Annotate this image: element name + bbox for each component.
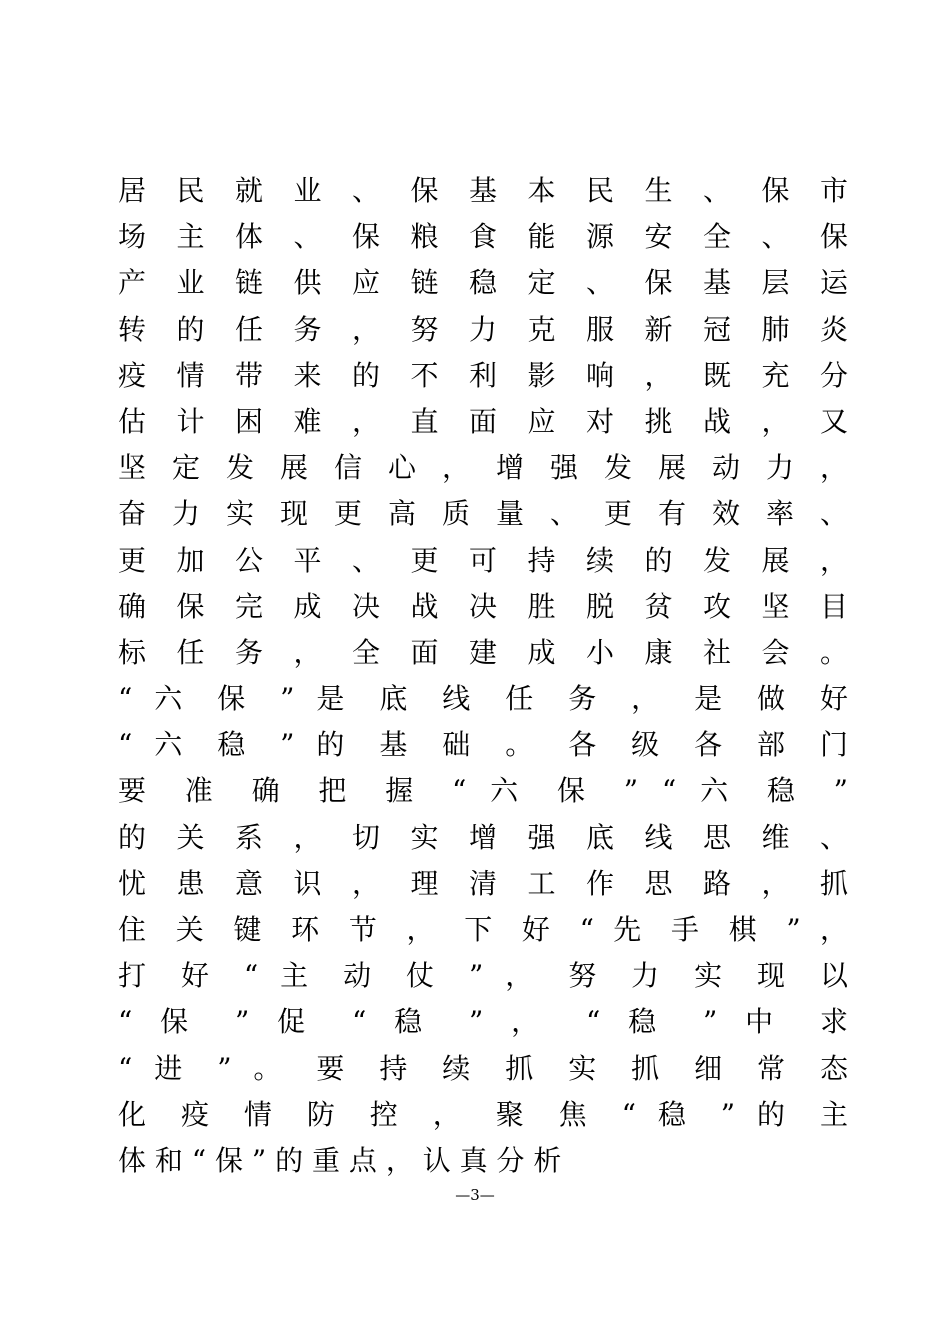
text-line: 疫 情 带 来 的 不 利 影 响 ， 既 充 分 [118,358,848,392]
text-line: 估 计 困 难 ， 直 面 应 对 挑 战 ， 又 [118,404,848,438]
text-line: 更 加 公 平 、 更 可 持 续 的 发 展 ， [118,543,848,577]
text-line: 要 准 确 把 握 “ 六 保 ” “ 六 稳 ” [118,774,848,808]
text-line: 产 业 链 供 应 链 稳 定 、 保 基 层 运 [118,266,848,300]
text-line: 奋 力 实 现 更 高 质 量 、 更 有 效 率 、 [118,497,848,531]
text-line: 住 关 键 环 节 ， 下 好 “ 先 手 棋 ” ， [118,913,848,946]
text-line: 坚 定 发 展 信 心 ， 增 强 发 展 动 力 ， [118,451,848,485]
text-line: 的 关 系 ， 切 实 增 强 底 线 思 维 、 [118,820,848,854]
text-line: “ 进 ” 。 要 持 续 抓 实 抓 细 常 态 [118,1051,848,1085]
page-number: —3— [455,1186,495,1204]
text-line: “ 保 ” 促 “ 稳 ” ， “ 稳 ” 中 求 [118,1005,848,1039]
text-line: 忧 患 意 识 ， 理 清 工 作 思 路 ， 抓 [118,866,848,900]
text-line: “ 六 保 ” 是 底 线 任 务 ， 是 做 好 [118,682,848,716]
text-line: 转 的 任 务 ， 努 力 克 服 新 冠 肺 炎 [118,312,848,346]
text-line: 场 主 体 、 保 粮 食 能 源 安 全 、 保 [118,220,848,254]
text-line: “ 六 稳 ” 的 基 础 。 各 级 各 部 门 [118,728,848,762]
body-text [118,168,848,1184]
text-line: 居 民 就 业 、 保 基 本 民 生 、 保 市 [118,174,848,207]
text-line: 打 好 “ 主 动 仗 ” ， 努 力 实 现 以 [118,959,848,993]
text-line: 确 保 完 成 决 战 决 胜 脱 贫 攻 坚 目 [118,589,848,623]
text-line: 化 疫 情 防 控 ， 聚 焦 “ 稳 ” 的 主 [118,1097,848,1131]
text-line: 标 任 务 ， 全 面 建 成 小 康 社 会 。 [118,635,848,669]
text-line: 体 和 “ 保 ” 的 重 点 ， 认 真 分 析 [118,1143,562,1177]
